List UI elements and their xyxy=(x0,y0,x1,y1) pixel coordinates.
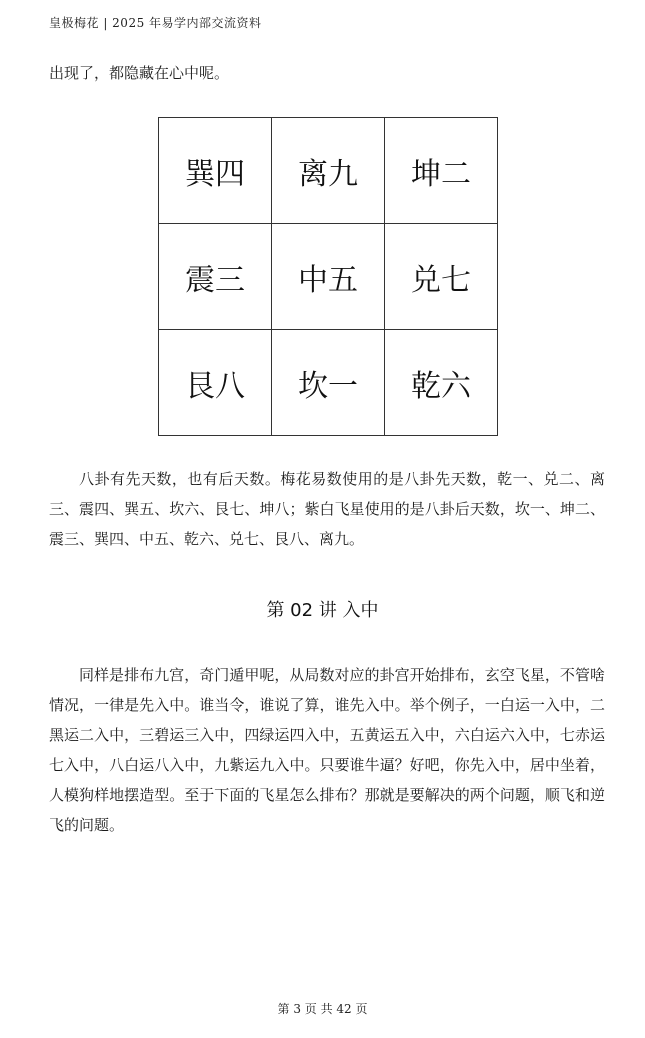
paragraph-entering-center: 同样是排布九宫，奇门遁甲呢，从局数对应的卦宫开始排布，玄空飞星，不管啥情况，一律是先入中。谁当令，谁说了算，谁先入中。举个例子，一白运一入中，二黑运二入中，三碧运三入中，四绿运四入中，五黄运五入中，六白运六入中，七赤运七入中，八白运八入中，九紫运九入中。只要谁牛逼？好吧，你先入中，居中坐着，人模狗样地摆造型。至于下面的飞星怎么排布？那就是要解决的两个问题，顺飞和逆飞的问题。 xyxy=(49,666,605,834)
grid-cell-gen: 艮八 xyxy=(159,330,272,436)
grid-cell-zhong: 中五 xyxy=(272,224,385,330)
paragraph-trigram-numbers: 八卦有先天数，也有后天数。梅花易数使用的是八卦先天数，乾一、兑二、离三、震四、巽五、坎六、艮七、坤八；紫白飞星使用的是八卦后天数，坎一、坤二、震三、巽四、中五、乾六、兑七、艮八、离九。 xyxy=(49,470,605,548)
grid-cell-dui: 兑七 xyxy=(385,224,498,330)
nine-palace-grid xyxy=(158,117,498,436)
grid-row xyxy=(159,330,498,436)
grid-cell-zhen: 震三 xyxy=(159,224,272,330)
grid-cell-kan: 坎一 xyxy=(272,330,385,436)
intro-line: 出现了，都隐藏在心中呢。 xyxy=(49,64,230,82)
grid-cell-xun: 巽四 xyxy=(159,118,272,224)
grid-cell-li: 离九 xyxy=(272,118,385,224)
grid-row xyxy=(159,224,498,330)
grid-cell-kun: 坤二 xyxy=(385,118,498,224)
section-title: 第 02 讲 入中 xyxy=(266,600,379,621)
page-footer: 第 3 页 共 42 页 xyxy=(277,1002,368,1016)
grid-row xyxy=(159,118,498,224)
page-header: 皇极梅花 | 2025 年易学内部交流资料 xyxy=(49,16,262,30)
grid-cell-qian: 乾六 xyxy=(385,330,498,436)
